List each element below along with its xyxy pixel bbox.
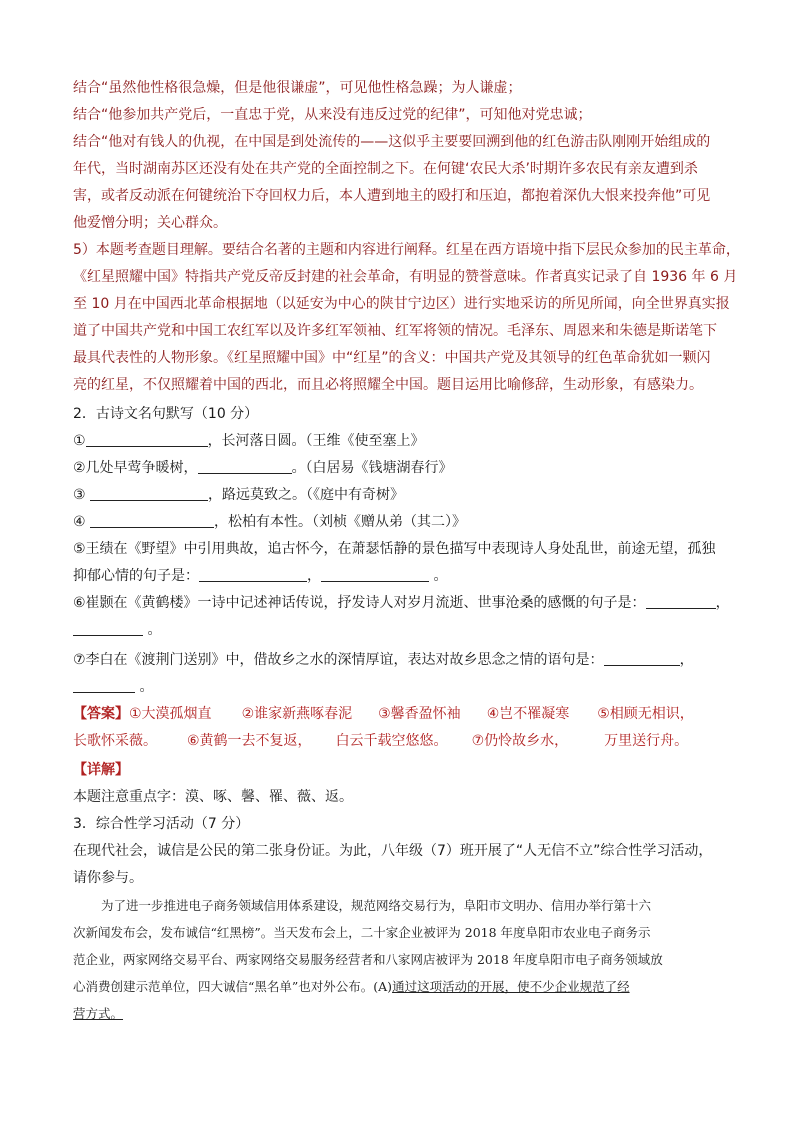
item-suffix: ，松柏有本性。（刘桢《赠从弟（其二）》	[214, 514, 467, 530]
answer-item: ③馨香盈怀袖	[378, 706, 461, 722]
part5-line: 最具代表性的人物形象。《红星照耀中国》中“红星”的含义：中国共产党及其领导的红色革命犹如一颗闪	[73, 350, 711, 366]
analysis-line: 结合“他参加共产党后，一直忠于党，从来没有违反过党的纪律”，可知他对党忠诚；	[73, 107, 592, 123]
part5-line: 至 10 月在中国西北革命根据地（以延安为中心的陕甘宁边区）进行实地采访的所见所闻，向全世界真实报	[73, 296, 730, 312]
detail-label-text: 【详解】	[73, 762, 129, 778]
dictation-item-5-line2	[73, 566, 447, 586]
passage-line	[73, 1004, 723, 1024]
period: 。	[429, 568, 448, 584]
dictation-item-1	[73, 431, 425, 451]
answer-blank[interactable]	[198, 459, 292, 474]
dictation-item-2	[73, 458, 453, 478]
answer-item: ④岂不罹凝寒	[486, 706, 570, 722]
passage-line: 次新闻发布会，发布诚信“红黑榜”。当天发布会上，二十家企业被评为 2018 年度阜阳市农业电子商务示	[73, 925, 651, 940]
item-prefix: ①	[73, 433, 86, 449]
analysis-line: 害，或者反动派在何键统治下夺回权力后，本人遭到地主的殴打和压迫，都抱着深仇大恨来投奔他”可见	[73, 188, 711, 204]
analysis-line: 他爱憎分明；关心群众。	[73, 215, 227, 231]
answer-item: 白云千载空悠悠。	[335, 733, 448, 749]
answer-item: ⑦仍怜故乡水，	[471, 733, 569, 749]
answer-line-2	[73, 731, 688, 751]
item-suffix: 。（白居易《钱塘湖春行》	[291, 460, 453, 476]
item-suffix: ，路远莫致之。（《庭中有奇树》	[208, 487, 405, 503]
detail-label	[73, 760, 129, 780]
analysis-line: 年代，当时湖南苏区还没有处在共产党的全面控制之下。在何键‘农民大杀’时期许多农民有亲友遭到杀	[73, 161, 698, 177]
answer-blank[interactable]	[90, 486, 208, 501]
underlined-sentence-a: 通过这项活动的开展，使不少企业规范了经	[392, 979, 630, 994]
dictation-item-3	[73, 485, 404, 505]
passage-line: 为了进一步推进电子商务领域信用体系建设，规范网络交易行为，阜阳市文明办、信用办举行第十六	[101, 898, 652, 913]
dictation-item-6-line1	[73, 593, 730, 613]
dictation-item-5-line1: ⑤王绩在《野望》中引用典故，追古怀今，在萧瑟恬静的景色描写中表现诗人身处乱世，前途无望，孤独	[73, 541, 716, 557]
question-2-title: 2．古诗文名句默写（10 分）	[73, 406, 259, 422]
part5-line: 5）本题考查题目理解。要结合名著的主题和内容进行阐释。红星在西方语境中指下层民众参加的民主革命，	[73, 242, 740, 258]
detail-text: 本题注意重点字：漠、啄、馨、罹、薇、返。	[73, 789, 353, 805]
part5-line: 《红星照耀中国》特指共产党反帝反封建的社会革命，有明显的赞誉意味。作者真实记录了自 1936 年 6 月	[73, 269, 738, 285]
answer-blank[interactable]	[73, 678, 135, 693]
underlined-sentence-a: 营方式。	[73, 1006, 124, 1021]
answer-label: 【答案】	[73, 706, 129, 722]
answer-line-1	[73, 704, 694, 724]
item-prefix: ②几处早莺争暖树，	[73, 460, 198, 476]
period: 。	[135, 679, 154, 695]
question-3-intro-line: 在现代社会，诚信是公民的第二张身份证。为此，八年级（7）班开展了“人无信不立”综合性学习活动，	[73, 843, 713, 859]
answer-blank[interactable]	[86, 432, 208, 447]
answer-item: 万里送行舟。	[604, 733, 689, 749]
item-prompt: ⑥崔颢在《黄鹤楼》一诗中记述神话传说，抒发诗人对岁月流逝、世事沧桑的感慨的句子是：	[73, 595, 646, 611]
passage-line	[73, 977, 723, 997]
comma: ，	[715, 595, 730, 611]
passage-line: 范企业，两家网络交易平台、两家网络交易服务经营者和八家网店被评为 2018 年度阜阳市电子商务领域放	[73, 952, 663, 967]
dictation-item-6-line2	[73, 620, 161, 640]
dictation-item-7-line2	[73, 677, 153, 697]
answer-blank[interactable]	[73, 621, 143, 636]
question-3-intro-line: 请你参与。	[73, 870, 143, 886]
answer-item: 长歌怀采薇。	[73, 733, 157, 749]
answer-blank[interactable]	[646, 594, 716, 609]
question-3-title: 3．综合性学习活动（7 分）	[73, 816, 250, 832]
answer-blank[interactable]	[199, 567, 307, 582]
item-prefix: 抑郁心情的句子是：	[73, 568, 199, 584]
answer-blank[interactable]	[321, 567, 429, 582]
item-prompt: ⑦李白在《渡荆门送别》中，借故乡之水的深情厚谊，表达对故乡思念之情的语句是：	[73, 652, 604, 668]
passage-text: 心消费创建示范单位，四大诚信“黑名单”也对外公布。(A)	[73, 979, 393, 994]
comma: ，	[307, 568, 321, 584]
analysis-line: 结合“虽然他性格很急燥，但是他很谦虚”，可见他性格急躁；为人谦虚；	[73, 80, 522, 96]
answer-item: ⑥黄鹤一去不复返，	[187, 733, 312, 749]
item-prefix: ④	[73, 514, 91, 530]
answer-item: ②谁家新燕啄春泥	[241, 706, 353, 722]
item-prefix: ③	[73, 487, 91, 503]
answer-item: ⑤相顾无相识，	[597, 706, 694, 722]
comma: ，	[679, 652, 694, 668]
answer-item: ①大漠孤烟直	[129, 706, 212, 722]
part5-line: 道了中国共产党和中国工农红军以及许多红军领袖、红军将领的情况。毛泽东、周恩来和朱德是斯诺笔下	[73, 323, 717, 339]
answer-blank[interactable]	[90, 513, 214, 528]
dictation-item-7-line1	[73, 650, 694, 670]
answer-blank[interactable]	[604, 651, 680, 666]
analysis-line: 结合“他对有钱人的仇视，在中国是到处流传的——这似乎主要要回溯到他的红色游击队刚刚开始组成的	[73, 134, 711, 150]
item-suffix: ，长河落日圆。（王维《使至塞上》	[207, 433, 425, 449]
dictation-item-4	[73, 512, 466, 532]
period: 。	[143, 622, 162, 638]
part5-line: 亮的红星，不仅照耀着中国的西北，而且必将照耀全中国。题目运用比喻修辞，生动形象，有感染力。	[73, 377, 703, 393]
